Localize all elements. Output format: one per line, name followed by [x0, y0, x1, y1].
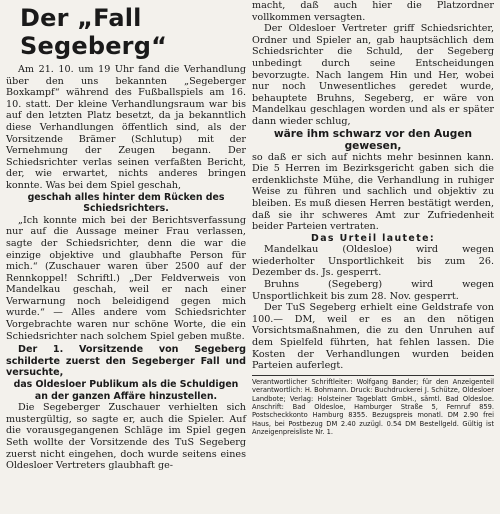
paragraph-oldesloe-rep: Der Oldesloer Vertreter griff Schiedsrichter, Ordner und Spieler an, gab hauptsächlich dem Schiedsrichter die Schuld, der Segeberg unbedingt durch seine Entscheidungen bevorzugte. Nach langem Hin und Her, wobei nur noch Unwesentliches geredet wurde, behauptete Bruhns, Segeberg, er wäre von Mandelkau geschlagen worden und als er später dann wieder schlug,: [252, 23, 494, 127]
paragraph-spectators: Die Segeberger Zuschauer verhielten sich mustergültig, so sagte er, auch die Spieler. Auf die vorausgegangenen Schläge im Spiel gegen Seth wollte der Vorsitzende des TuS Segeberg zuerst nicht eingehen, doch wurde seitens eines Oldesloer Vertreters glaubhaft ge-: [6, 402, 246, 472]
left-column: [6, 0, 246, 472]
verdict-bruhns: Bruhns (Segeberg) wird wegen Unsportlichkeit bis zum 28. Nov. gesperrt.: [252, 279, 494, 302]
verdict-label: Das Urteil lautete:: [311, 232, 435, 244]
paragraph-chairman: Der 1. Vorsitzende von Segeberg schilderte zuerst den Segeberger Fall und versuchte,: [6, 344, 246, 379]
right-column: [252, 0, 494, 437]
imprint-divider: [252, 375, 494, 376]
paragraph-referee-quote: „Ich konnte mich bei der Berichtsverfassung nur auf die Aussage meiner Frau verlassen, sagte der Schiedsrichter, denn die war die einzige objektive und glaubhafte Person für mich.“ (Zuschauer waren über 2500 auf der Rennkoppel! Schriftl.) „Der Feldverweis von Mandelkau geschah, weil er nach einer Verwarnung noch beleidigend gegen mich wurde.“ — Alles andere vom Schiedsrichter Vorgebrachte waren nur schöne Worte, die ein Schiedsrichter nach solchem Spiel geben mußte.: [6, 214, 246, 342]
verdict-mandelkau: Mandelkau (Oldesloe) wird wegen wiederholter Unsportlichkeit bis zum 26. Dezember ds. Js. gesperrt.: [252, 244, 494, 279]
paragraph-court: so daß er sich auf nichts mehr besinnen kann. Die 5 Herren im Bezirksgericht gaben sich die erdenklichste Mühe, die Verhandlung in ruhiger Weise zu führen und sachlich und objektiv zu bleiben. Es muß diesen Herren bestätigt werden, daß sie ihr schweres Amt zur Zufriedenheit beider Parteien vertraten.: [252, 151, 494, 233]
verdict-tus-segeberg: Der TuS Segeberg erhielt eine Geldstrafe von 100.— DM, weil er es an den nötigen Vorsichtsmaßnahmen, die zu den Unruhen auf dem Spielfeld führten, hat fehlen lassen. Die Kosten der Verhandlungen wurden beiden Parteien auferlegt.: [252, 302, 494, 372]
subheading-referee: geschah alles hinter dem Rücken des Schiedsrichters.: [27, 191, 225, 215]
headline: Der „Fall Segeberg“: [20, 4, 168, 60]
subheading-black-eyes: wäre ihm schwarz vor den Augen gewesen,: [273, 127, 473, 152]
imprint: Verantwortlicher Schriftleiter: Wolfgang Bander; für den Anzeigenteil verantwortlich: H. Bohmann. Druck: Buchdruckerei J. Schütze, Oldesloer Landbote; Verlag: Holsteiner Tageblatt GmbH., sämtl. Bad Oldesloe. Anschrift: Bad Oldesloe, Hamburger Straße 5, Fernruf 859. Postscheckkonto Hamburg 8355. Bezugspreis monatl. DM 2.90 frei Haus, bei Postbezug DM 2.40 zuzügl. 0.54 DM Bestellgeld. Gültig ist Anzeigenpreisliste Nr. 1.: [252, 377, 494, 437]
paragraph-intro: Am 21. 10. um 19 Uhr fand die Verhandlung über den uns bekannten „Segeberger Boxkampf“ während des Fußballspiels am 16. 10. statt. Der kleine Verhandlungsraum war bis auf den letzten Platz besetzt, da ja bekanntlich diese Verhandlungen öffentlich sind, als der Vorsitzende Brämer (Schlutup) mit der Vernehmung der Zeugen begann. Der Schiedsrichter verlas seinen verfaßten Bericht, der, wie erwartet, nichts anderes bringen konnte. Was bei dem Spiel geschah,: [6, 64, 246, 191]
paragraph-continuation: macht, daß auch hier die Platzordner vollkommen versagten.: [252, 0, 494, 23]
subheading-audience: das Oldesloer Publikum als die Schuldigen an der ganzen Affäre hinzustellen.: [13, 379, 239, 402]
